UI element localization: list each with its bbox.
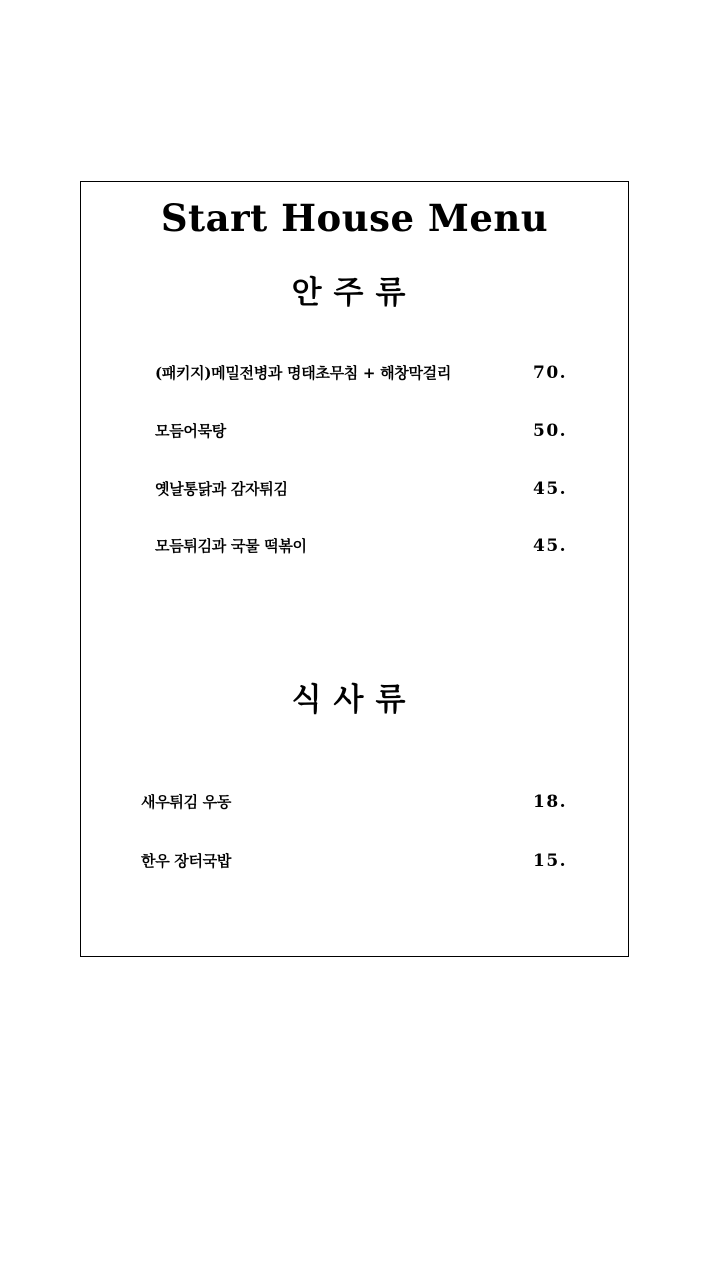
section-heading-appetizers: 안주류 [291, 275, 418, 311]
menu-item-price: 50. [533, 421, 568, 441]
menu-card [80, 181, 629, 957]
menu-item-price: 15. [533, 851, 568, 871]
section-heading-meals: 식사류 [291, 682, 418, 718]
menu-item-name: 모듬어묵탕 [155, 422, 226, 440]
menu-item [155, 478, 568, 500]
menu-item-price: 18. [533, 792, 568, 812]
menu-item [141, 850, 568, 872]
menu-item [155, 420, 568, 442]
menu-item-price: 45. [533, 479, 568, 499]
menu-item-name: 한우 장터국밥 [141, 852, 232, 870]
menu-item-name: 새우튀김 우동 [141, 793, 232, 811]
menu-item-name: 모듬튀김과 국물 떡볶이 [155, 537, 307, 555]
menu-item-price: 70. [533, 363, 568, 383]
menu-item [155, 535, 568, 557]
menu-item-name: (패키지)메밀전병과 명태초무침 + 해창막걸리 [155, 364, 452, 382]
menu-item-price: 45. [533, 536, 568, 556]
menu-item [141, 791, 568, 813]
menu-item-name: 옛날통닭과 감자튀김 [155, 480, 288, 498]
menu-item [155, 362, 568, 384]
menu-title: Start House Menu [160, 196, 549, 240]
